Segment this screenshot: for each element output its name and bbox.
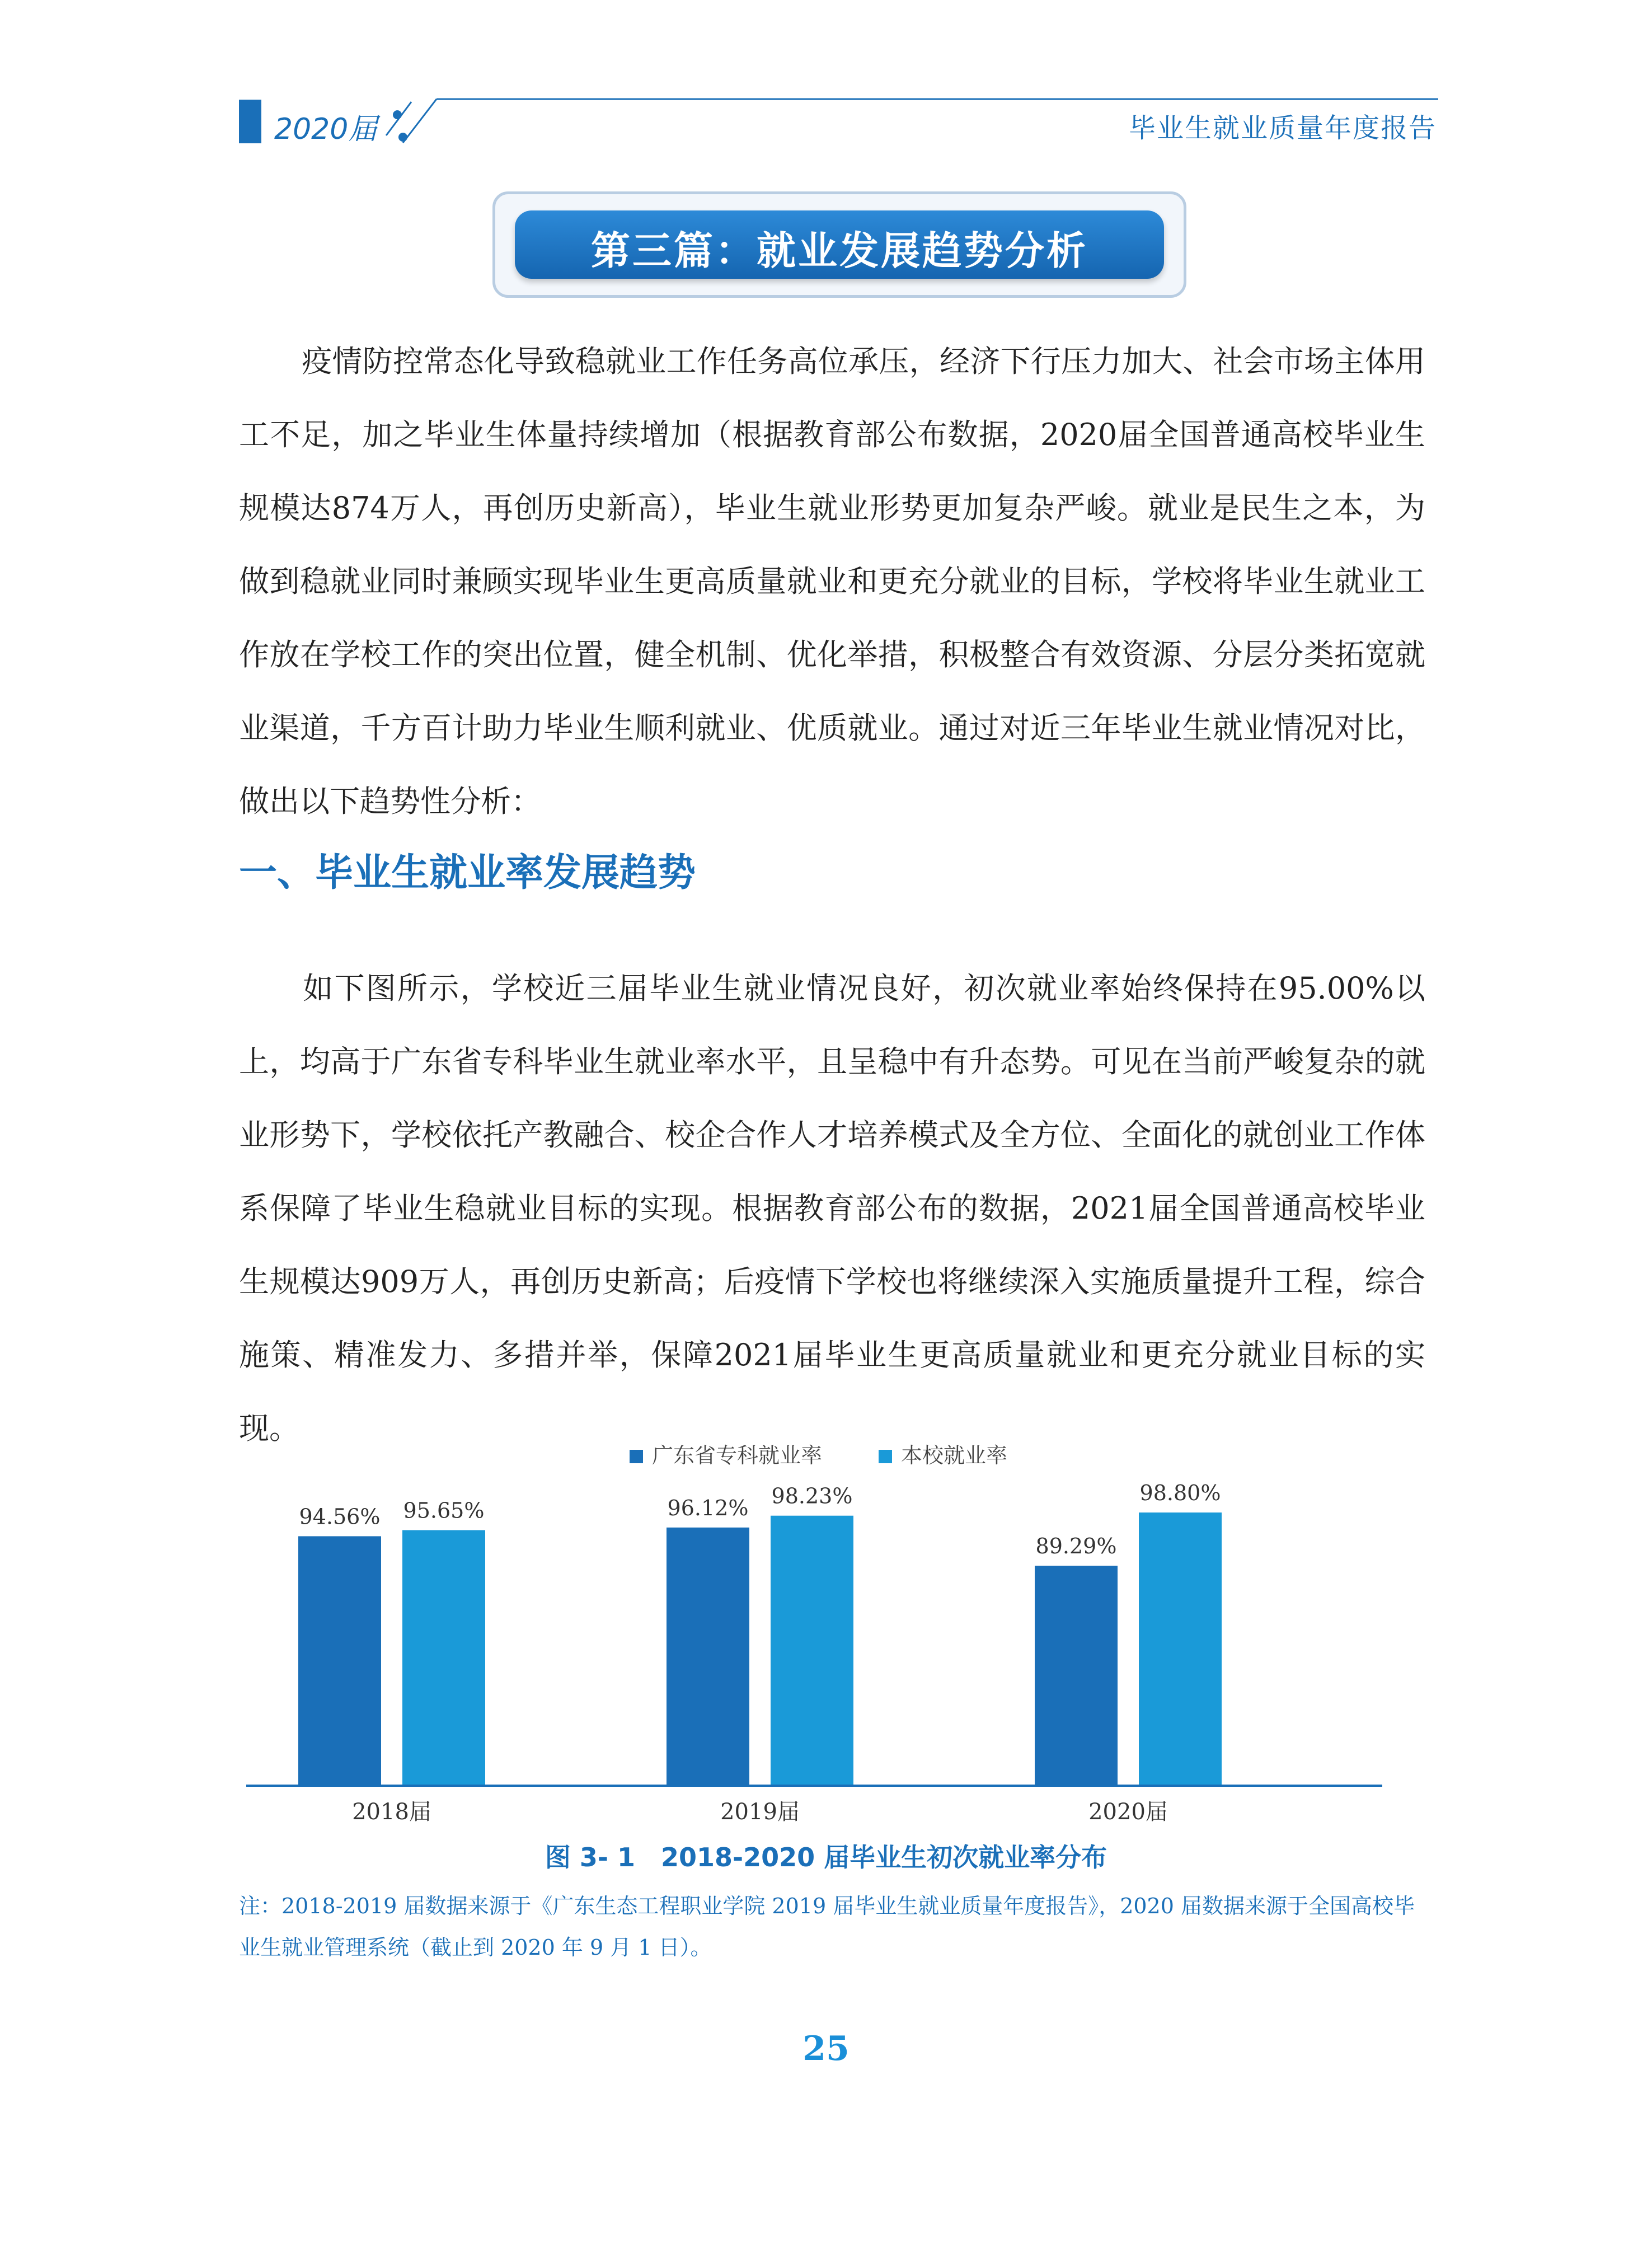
figure-caption: 图 3- 1 2018-2020 届毕业生初次就业率分布 [545, 1842, 1107, 1872]
data-label-2020届-1: 89.29% [1035, 1534, 1117, 1559]
data-label-2018届-1: 94.56% [299, 1504, 381, 1529]
x-tick-label-1: 2018届 [352, 1799, 431, 1825]
legend-swatch-1 [630, 1450, 643, 1463]
data-label-2019届-1: 96.12% [667, 1495, 749, 1520]
data-label-2020届-2: 98.80% [1139, 1481, 1221, 1505]
data-label-2019届-2: 98.23% [771, 1483, 853, 1509]
bar-2020届-1 [1035, 1566, 1118, 1786]
section-banner [492, 191, 1186, 298]
legend-label-2: 本校就业率 [901, 1443, 1008, 1468]
bar-2018届-1 [298, 1536, 381, 1786]
x-tick-label-3: 2020届 [1088, 1799, 1168, 1825]
bar-2020届-2 [1139, 1512, 1222, 1786]
subheading: 一、毕业生就业率发展趋势 [239, 851, 696, 895]
intro-paragraph [239, 325, 1425, 838]
data-label-2018届-2: 95.65% [403, 1498, 485, 1523]
legend-label-1: 广东省专科就业率 [652, 1443, 823, 1468]
employment-rate-chart [246, 1439, 1410, 1836]
bar-2018届-2 [402, 1530, 485, 1786]
x-tick-label-2: 2019届 [720, 1799, 800, 1825]
section-title: 第三篇：就业发展趋势分析 [591, 228, 1088, 274]
header-year-label: 2020届 [274, 113, 378, 146]
header-report-title: 毕业生就业质量年度报告 [1128, 113, 1437, 144]
bar-2019届-1 [667, 1528, 749, 1786]
analysis-paragraph-text: 如下图所示，学校近三届毕业生就业情况良好，初次就业率始终保持在95.00%以上，均高于广东省专科毕业生就业率水平，且呈稳中有升态势。可见在当前严峻复杂的就业形势下，学校依托产教融合、校企合作人才培养模式及全方位、全面化的就创业工作体系保障了毕业生稳就业目标的实现。根据教育部公布的数据，2021届全国普通高校毕业生规模达909万人，再创历史新高；后疫情下学校也将继续深入实施质量提升工程，综合施策、精准发力、多措并举，保障2021届毕业生更高质量就业和更充分就业目标的实现。 [239, 971, 1425, 1446]
bar-2019届-2 [771, 1516, 853, 1786]
legend-swatch-2 [879, 1450, 892, 1463]
data-source-note: 注：2018-2019 届数据来源于《广东生态工程职业学院 2019 届毕业生就业质量年度报告》，2020 届数据来源于全国高校毕业生就业管理系统（截止到 2020 年 9 月 1 日）。 [239, 1894, 1415, 1960]
page-number: 25 [802, 2029, 850, 2068]
header-accent-bar [239, 100, 261, 143]
intro-paragraph-text: 疫情防控常态化导致稳就业工作任务高位承压，经济下行压力加大、社会市场主体用工不足，加之毕业生体量持续增加（根据教育部公布数据，2020届全国普通高校毕业生规模达874万人，再创历史新高），毕业生就业形势更加复杂严峻。就业是民生之本，为做到稳就业同时兼顾实现毕业生更高质量就业和更充分就业的目标，学校将毕业生就业工作放在学校工作的突出位置，健全机制、优化举措，积极整合有效资源、分层分类拓宽就业渠道，千方百计助力毕业生顺利就业、优质就业。通过对近三年毕业生就业情况对比，做出以下趋势性分析： [239, 344, 1425, 819]
analysis-paragraph [239, 952, 1425, 1465]
